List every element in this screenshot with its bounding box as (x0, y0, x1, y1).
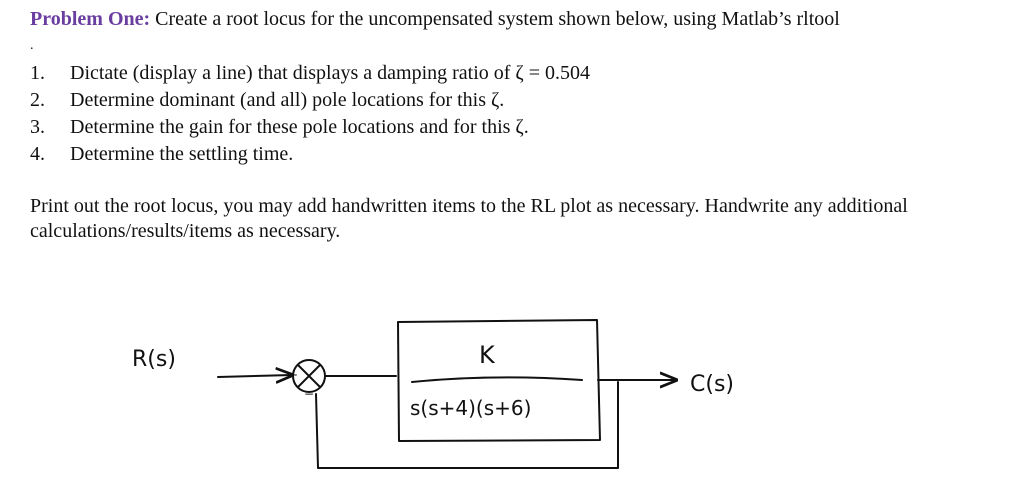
task-text: Determine dominant (and all) pole locations for this ζ. (70, 89, 505, 111)
feedback-path (316, 382, 618, 468)
task-number: 2. (30, 89, 45, 111)
fraction-bar (412, 377, 582, 382)
task-text: Determine the gain for these pole locations and for this ζ. (70, 116, 529, 138)
task-text: Dictate (display a line) that displays a damping ratio of ζ = 0.504 (70, 62, 590, 84)
problem-text: Create a root locus for the uncompensated system shown below, using Matlab’s rltool (150, 8, 840, 30)
transfer-denominator: s(s+4)(s+6) (410, 396, 532, 420)
task-number: 3. (30, 116, 45, 138)
problem-label: Problem One: (30, 8, 151, 30)
task-number: 4. (30, 143, 45, 165)
input-signal-line (218, 375, 292, 377)
input-label: R(s) (132, 347, 176, 372)
plus-sign: + (288, 368, 299, 382)
gain-numerator: K (479, 341, 495, 369)
output-label: C(s) (690, 372, 734, 397)
minus-sign: − (304, 387, 315, 401)
stray-bullet: . (30, 38, 34, 53)
instructions-line-2: calculations/results/items as necessary. (30, 220, 341, 242)
task-text: Determine the settling time. (70, 143, 294, 165)
instructions-line-1: Print out the root locus, you may add handwritten items to the RL plot as necessary. Handwrite any additional (30, 195, 908, 217)
task-number: 1. (30, 62, 45, 84)
